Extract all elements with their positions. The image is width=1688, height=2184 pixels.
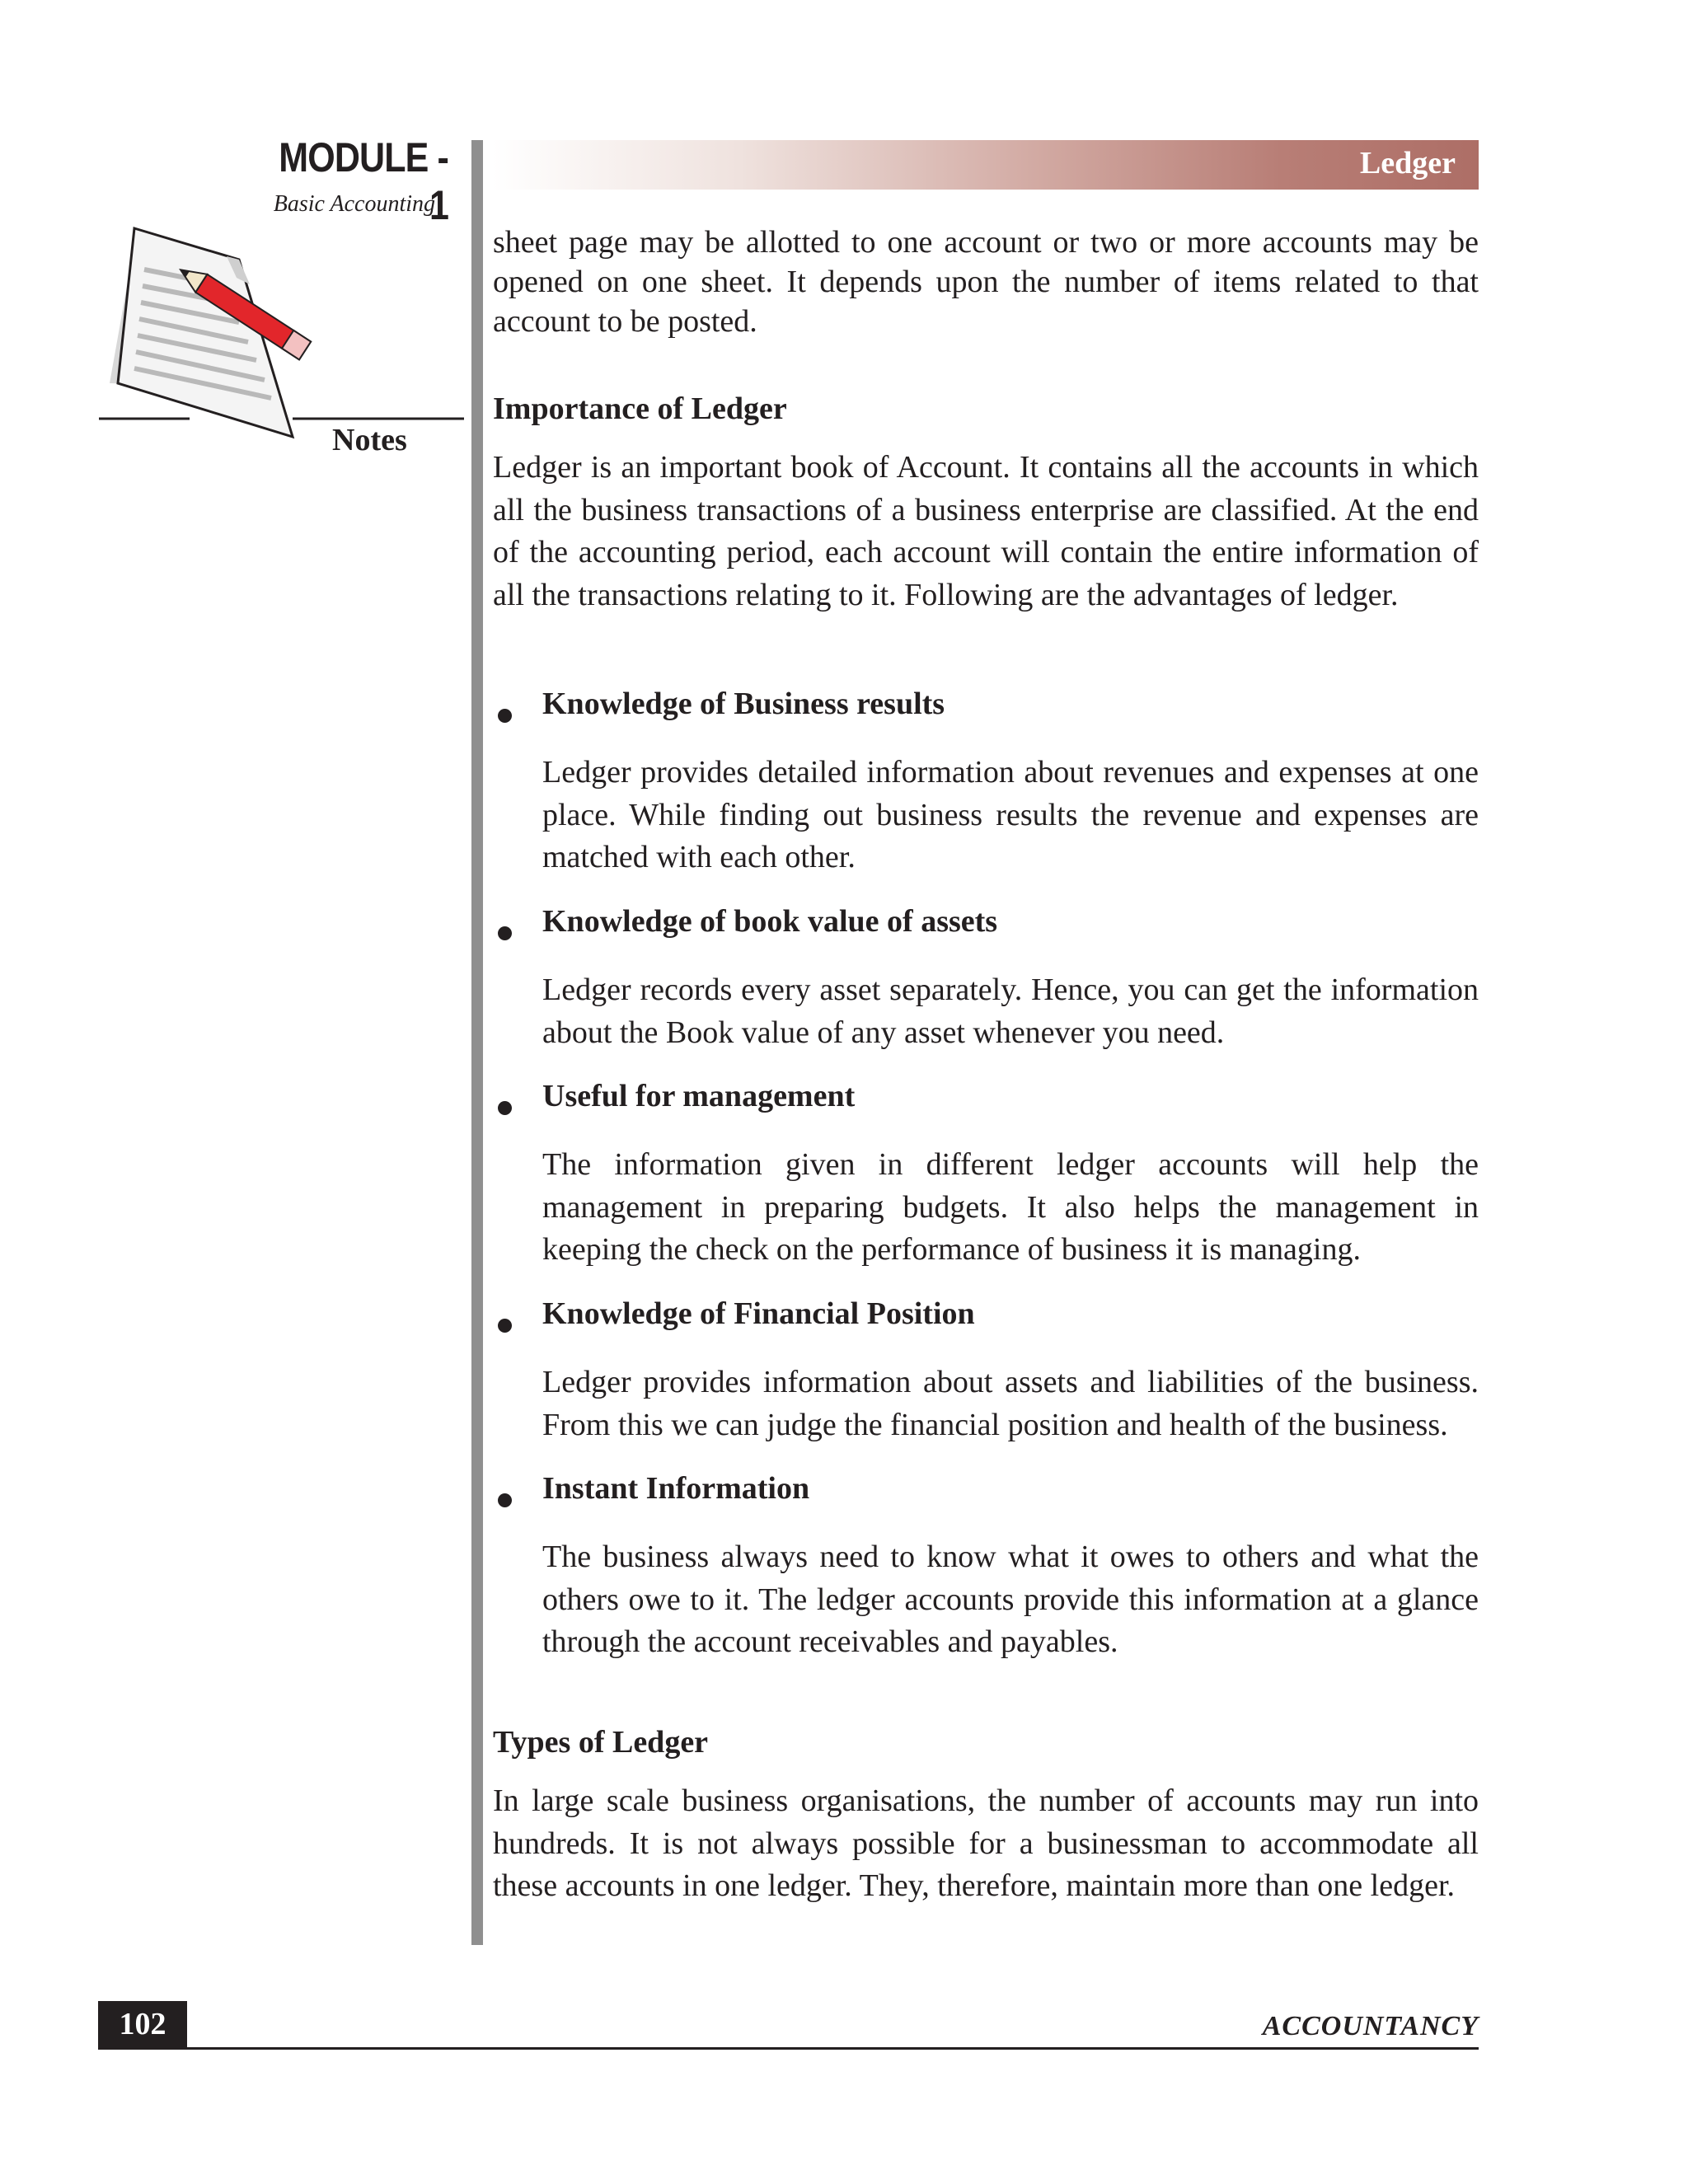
- bullet-title: Knowledge of book value of assets: [542, 904, 998, 939]
- bullet-icon: [498, 1101, 512, 1115]
- notes-icon: [95, 227, 474, 457]
- types-paragraph: In large scale business organisations, the number of accounts may run into hundreds. It is not always possible for a businessman to accommodate all these accounts in one ledger. They, therefore, maintain more than one ledger.: [493, 1783, 1479, 1903]
- page-number: 102: [98, 2001, 187, 2047]
- chapter-header: [493, 140, 1479, 190]
- importance-paragraph: Ledger is an important book of Account. It contains all the accounts in which all the business transactions of a business enterprise are classified. At the end of the accounting period, each account will contain the entire information of all the transactions relating to it. Following are the advantages of ledger.: [493, 450, 1479, 612]
- bullet-body: The information given in different ledger accounts will help the management in preparing budgets. It also helps the management in keeping the check on the performance of business it is managing.: [542, 1147, 1479, 1267]
- bullet-icon: [498, 1493, 512, 1507]
- bullet-title: Knowledge of Business results: [542, 687, 945, 721]
- bullet-title: Knowledge of Financial Position: [542, 1296, 975, 1331]
- footer-rule: [98, 2047, 1479, 2050]
- margin-divider: [471, 140, 483, 1945]
- intro-paragraph: sheet page may be allotted to one account or two or more accounts may be opened on one sheet. It depends upon the number of items related to that account to be posted.: [493, 225, 1479, 339]
- chapter-title: Ledger: [1359, 146, 1456, 180]
- module-title: MODULE - 1: [279, 134, 448, 228]
- bullet-body: The business always need to know what it owes to others and what the others owe to it. The ledger accounts provide this information at a glance through the account receivables and payables.: [542, 1540, 1479, 1659]
- bullet-body: Ledger provides information about assets and liabilities of the business. From this we can judge the financial position and health of the business.: [542, 1365, 1479, 1442]
- bullet-title: Instant Information: [542, 1471, 810, 1506]
- bullet-body: Ledger records every asset separately. Hence, you can get the information about the Book value of any asset whenever you need.: [542, 972, 1479, 1050]
- bullet-icon: [498, 1319, 512, 1333]
- bullet-body: Ledger provides detailed information about revenues and expenses at one place. While finding out business results the revenue and expenses are matched with each other.: [542, 755, 1479, 874]
- bullet-icon: [498, 709, 512, 723]
- module-subtitle: Basic Accounting: [273, 191, 435, 217]
- bullet-title: Useful for management: [542, 1079, 856, 1113]
- types-heading: Types of Ledger: [493, 1725, 709, 1760]
- bullet-icon: [498, 926, 512, 940]
- importance-heading: Importance of Ledger: [493, 391, 787, 426]
- footer-subject: ACCOUNTANCY: [1262, 2011, 1479, 2041]
- notes-label: Notes: [332, 423, 407, 457]
